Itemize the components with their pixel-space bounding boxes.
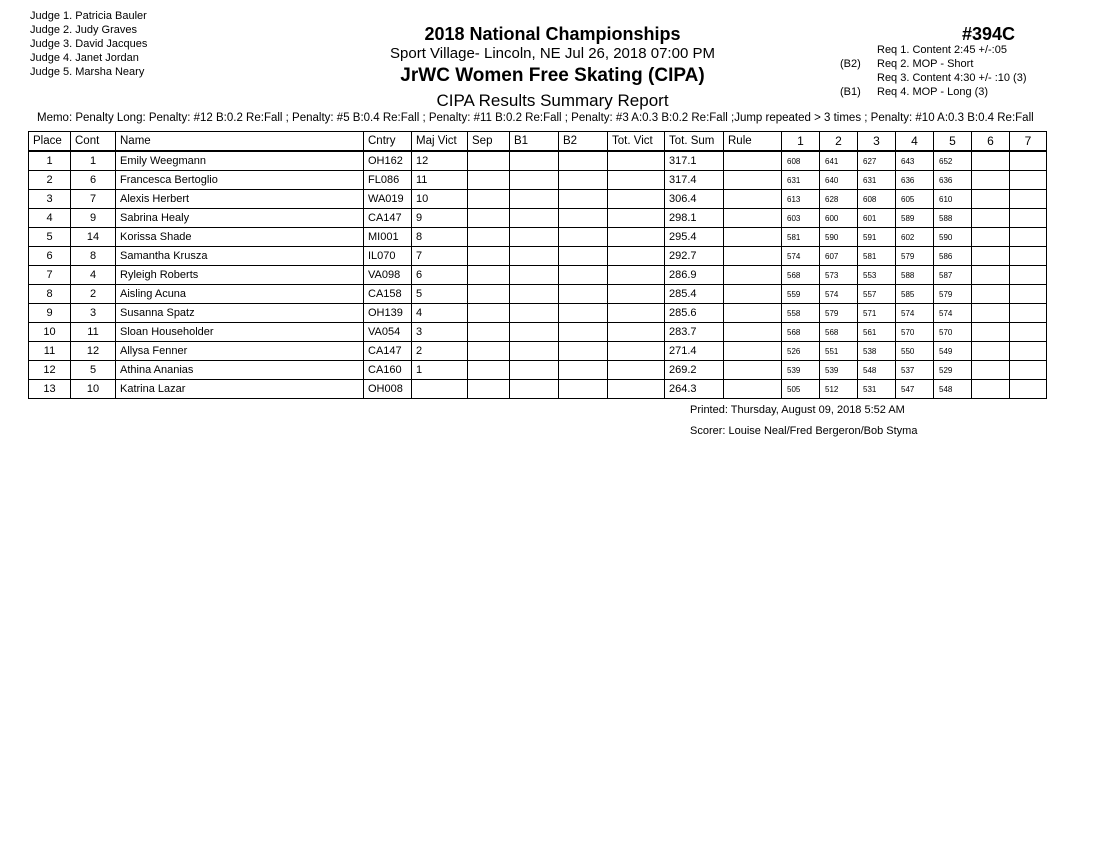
judge-score-cell: 570 <box>934 323 972 342</box>
rule-cell <box>724 247 782 266</box>
b2-cell <box>559 209 608 228</box>
sep-cell <box>468 304 510 323</box>
judge-score-cell: 591 <box>858 228 896 247</box>
judge-score-cell <box>1010 380 1047 399</box>
judge-score-cell: 631 <box>858 171 896 190</box>
judge-score-cell <box>1010 285 1047 304</box>
judge-score-cell <box>972 380 1010 399</box>
country-cell: OH139 <box>364 304 412 323</box>
table-row <box>29 171 1047 190</box>
tot-sum-cell: 317.4 <box>665 171 724 190</box>
rule-cell <box>724 361 782 380</box>
rule-cell <box>724 342 782 361</box>
report-title: CIPA Results Summary Report <box>436 91 669 110</box>
tot-sum-cell: 295.4 <box>665 228 724 247</box>
judge-score-cell <box>972 342 1010 361</box>
country-cell: OH008 <box>364 380 412 399</box>
table-row <box>29 304 1047 323</box>
name-cell: Ryleigh Roberts <box>116 266 364 285</box>
tot-vict-cell <box>608 323 665 342</box>
maj-vict-cell: 3 <box>412 323 468 342</box>
column-header: 2 <box>820 132 858 152</box>
event-title: JrWC Women Free Skating (CIPA) <box>400 65 705 86</box>
cont-cell: 11 <box>71 323 116 342</box>
tot-vict-cell <box>608 228 665 247</box>
b2-cell <box>559 323 608 342</box>
place-cell: 1 <box>29 151 71 171</box>
column-header: Tot. Vict <box>608 132 665 152</box>
column-header: 5 <box>934 132 972 152</box>
sep-cell <box>468 190 510 209</box>
place-cell: 2 <box>29 171 71 190</box>
tot-sum-cell: 306.4 <box>665 190 724 209</box>
judge-score-cell: 529 <box>934 361 972 380</box>
place-cell: 5 <box>29 228 71 247</box>
name-cell: Susanna Spatz <box>116 304 364 323</box>
judge-score-cell <box>1010 171 1047 190</box>
maj-vict-cell: 9 <box>412 209 468 228</box>
b1-cell <box>510 361 559 380</box>
column-header: 7 <box>1010 132 1047 152</box>
place-cell: 8 <box>29 285 71 304</box>
judge-score-cell <box>1010 190 1047 209</box>
column-header: Sep <box>468 132 510 152</box>
tot-vict-cell <box>608 266 665 285</box>
column-header: Maj Vict <box>412 132 468 152</box>
judge-score-cell: 579 <box>934 285 972 304</box>
judge-score-cell: 570 <box>896 323 934 342</box>
judge-score-cell: 608 <box>782 151 820 171</box>
tot-vict-cell <box>608 304 665 323</box>
judge-score-cell: 636 <box>896 171 934 190</box>
tot-vict-cell <box>608 247 665 266</box>
sep-cell <box>468 323 510 342</box>
judge-score-cell: 549 <box>934 342 972 361</box>
tot-vict-cell <box>608 342 665 361</box>
name-cell: Athina Ananias <box>116 361 364 380</box>
judge-score-cell: 512 <box>820 380 858 399</box>
rule-cell <box>724 304 782 323</box>
country-cell: OH162 <box>364 151 412 171</box>
judge-score-cell: 574 <box>934 304 972 323</box>
rule-cell <box>724 209 782 228</box>
judge-score-cell <box>972 151 1010 171</box>
b1-cell <box>510 190 559 209</box>
judge-score-cell <box>972 304 1010 323</box>
name-cell: Katrina Lazar <box>116 380 364 399</box>
judge-score-cell: 636 <box>934 171 972 190</box>
table-row <box>29 342 1047 361</box>
table-row <box>29 151 1047 171</box>
judge-score-cell: 548 <box>858 361 896 380</box>
judge-score-cell: 559 <box>782 285 820 304</box>
tot-sum-cell: 317.1 <box>665 151 724 171</box>
country-cell: FL086 <box>364 171 412 190</box>
tot-vict-cell <box>608 209 665 228</box>
sep-cell <box>468 342 510 361</box>
rule-cell <box>724 285 782 304</box>
tot-sum-cell: 298.1 <box>665 209 724 228</box>
column-header: Rule <box>724 132 782 152</box>
sep-cell <box>468 228 510 247</box>
b1-cell <box>510 304 559 323</box>
b2-cell <box>559 285 608 304</box>
judge-score-cell: 573 <box>820 266 858 285</box>
b2-cell <box>559 380 608 399</box>
place-cell: 7 <box>29 266 71 285</box>
judge-score-cell: 574 <box>896 304 934 323</box>
b1-cell <box>510 151 559 171</box>
tot-vict-cell <box>608 151 665 171</box>
judge-score-cell <box>972 323 1010 342</box>
table-row <box>29 361 1047 380</box>
country-cell: VA054 <box>364 323 412 342</box>
judge-score-cell <box>972 190 1010 209</box>
judge-score-cell: 547 <box>896 380 934 399</box>
judge-score-cell: 553 <box>858 266 896 285</box>
b1-cell <box>510 209 559 228</box>
judge-score-cell: 588 <box>934 209 972 228</box>
sep-cell <box>468 171 510 190</box>
column-header: Cntry <box>364 132 412 152</box>
judge-score-cell: 628 <box>820 190 858 209</box>
judge-score-cell: 557 <box>858 285 896 304</box>
name-cell: Allysa Fenner <box>116 342 364 361</box>
judge-score-cell: 581 <box>858 247 896 266</box>
judge-5: Judge 5. Marsha Neary <box>30 66 145 78</box>
column-header: 1 <box>782 132 820 152</box>
judge-score-cell: 574 <box>820 285 858 304</box>
country-cell: WA019 <box>364 190 412 209</box>
judge-score-cell: 586 <box>934 247 972 266</box>
cont-cell: 1 <box>71 151 116 171</box>
judge-score-cell: 640 <box>820 171 858 190</box>
cont-cell: 2 <box>71 285 116 304</box>
b2-cell <box>559 228 608 247</box>
tot-vict-cell <box>608 380 665 399</box>
place-cell: 10 <box>29 323 71 342</box>
b1-cell <box>510 266 559 285</box>
place-cell: 12 <box>29 361 71 380</box>
maj-vict-cell: 1 <box>412 361 468 380</box>
cont-cell: 6 <box>71 171 116 190</box>
judge-4: Judge 4. Janet Jordan <box>30 52 139 64</box>
tot-sum-cell: 271.4 <box>665 342 724 361</box>
b1-cell <box>510 323 559 342</box>
sep-cell <box>468 266 510 285</box>
maj-vict-cell: 10 <box>412 190 468 209</box>
judge-score-cell: 608 <box>858 190 896 209</box>
judge-score-cell: 538 <box>858 342 896 361</box>
cont-cell: 5 <box>71 361 116 380</box>
column-header: 3 <box>858 132 896 152</box>
column-header: B1 <box>510 132 559 152</box>
tot-vict-cell <box>608 361 665 380</box>
maj-vict-cell: 11 <box>412 171 468 190</box>
b2-cell <box>559 266 608 285</box>
maj-vict-cell: 2 <box>412 342 468 361</box>
scorer: Scorer: Louise Neal/Fred Bergeron/Bob Styma <box>690 425 918 437</box>
name-cell: Francesca Bertoglio <box>116 171 364 190</box>
name-cell: Korissa Shade <box>116 228 364 247</box>
maj-vict-cell: 5 <box>412 285 468 304</box>
judge-score-cell: 627 <box>858 151 896 171</box>
judge-score-cell <box>1010 228 1047 247</box>
tot-sum-cell: 283.7 <box>665 323 724 342</box>
table-row <box>29 247 1047 266</box>
table-row <box>29 266 1047 285</box>
b1-cell <box>510 171 559 190</box>
judge-score-cell <box>1010 209 1047 228</box>
b2-cell <box>559 342 608 361</box>
judge-score-cell: 539 <box>820 361 858 380</box>
place-cell: 3 <box>29 190 71 209</box>
judge-score-cell <box>972 247 1010 266</box>
judge-score-cell: 581 <box>782 228 820 247</box>
judge-score-cell: 561 <box>858 323 896 342</box>
judge-score-cell: 631 <box>782 171 820 190</box>
tot-sum-cell: 286.9 <box>665 266 724 285</box>
judge-score-cell: 539 <box>782 361 820 380</box>
sep-cell <box>468 285 510 304</box>
tot-vict-cell <box>608 190 665 209</box>
country-cell: MI001 <box>364 228 412 247</box>
judge-score-cell <box>1010 361 1047 380</box>
b2-cell <box>559 171 608 190</box>
place-cell: 11 <box>29 342 71 361</box>
country-cell: IL070 <box>364 247 412 266</box>
judge-score-cell: 643 <box>896 151 934 171</box>
judge-score-cell <box>1010 266 1047 285</box>
rule-cell <box>724 323 782 342</box>
judge-score-cell <box>1010 304 1047 323</box>
tot-vict-cell <box>608 285 665 304</box>
judge-score-cell <box>972 285 1010 304</box>
venue-date: Sport Village- Lincoln, NE Jul 26, 2018 07:00 PM <box>390 45 715 62</box>
place-cell: 6 <box>29 247 71 266</box>
cont-cell: 7 <box>71 190 116 209</box>
judge-score-cell: 505 <box>782 380 820 399</box>
country-cell: CA160 <box>364 361 412 380</box>
judge-score-cell: 652 <box>934 151 972 171</box>
judge-score-cell <box>1010 323 1047 342</box>
judge-score-cell: 589 <box>896 209 934 228</box>
judge-score-cell: 590 <box>934 228 972 247</box>
b2-cell <box>559 361 608 380</box>
judge-score-cell <box>972 361 1010 380</box>
cont-cell: 8 <box>71 247 116 266</box>
sep-cell <box>468 209 510 228</box>
b2-cell <box>559 304 608 323</box>
judge-2: Judge 2. Judy Graves <box>30 24 138 36</box>
rule-cell <box>724 190 782 209</box>
judge-score-cell <box>1010 342 1047 361</box>
judge-score-cell: 590 <box>820 228 858 247</box>
tot-vict-cell <box>608 171 665 190</box>
judge-score-cell <box>1010 247 1047 266</box>
judge-score-cell: 568 <box>782 323 820 342</box>
column-header: 6 <box>972 132 1010 152</box>
maj-vict-cell: 4 <box>412 304 468 323</box>
name-cell: Samantha Krusza <box>116 247 364 266</box>
table-row <box>29 228 1047 247</box>
cont-cell: 14 <box>71 228 116 247</box>
judge-score-cell: 587 <box>934 266 972 285</box>
column-header: Cont <box>71 132 116 152</box>
name-cell: Aisling Acuna <box>116 285 364 304</box>
judge-score-cell <box>972 209 1010 228</box>
judge-score-cell: 605 <box>896 190 934 209</box>
place-cell: 9 <box>29 304 71 323</box>
b1-cell <box>510 380 559 399</box>
table-row <box>29 209 1047 228</box>
judge-3: Judge 3. David Jacques <box>30 38 148 50</box>
country-cell: CA147 <box>364 209 412 228</box>
country-cell: CA158 <box>364 285 412 304</box>
rule-cell <box>724 171 782 190</box>
judge-score-cell: 579 <box>896 247 934 266</box>
rule-cell <box>724 266 782 285</box>
cont-cell: 12 <box>71 342 116 361</box>
tot-sum-cell: 264.3 <box>665 380 724 399</box>
memo: Memo: Penalty Long: Penalty: #12 B:0.2 Re:Fall ; Penalty: #5 B:0.4 Re:Fall ; Penalty: #11 B:0.2 Re:Fall ; Penalty: #3 A:0.3 B:0.2 Re:Fall ;Jump repeated > 3 times ; Penalty: #10 A:0.3 B:0.4 Re:Fall <box>37 112 1034 124</box>
judge-score-cell <box>972 266 1010 285</box>
judge-score-cell: 568 <box>782 266 820 285</box>
requirement: Req 1. Content 2:45 +/-:05 <box>877 44 1007 56</box>
requirement: (B2) Req 2. MOP - Short <box>840 58 974 70</box>
judge-score-cell: 550 <box>896 342 934 361</box>
maj-vict-cell: 7 <box>412 247 468 266</box>
maj-vict-cell <box>412 380 468 399</box>
b1-cell <box>510 228 559 247</box>
column-header: B2 <box>559 132 608 152</box>
judge-score-cell: 558 <box>782 304 820 323</box>
judge-score-cell: 613 <box>782 190 820 209</box>
judge-score-cell: 574 <box>782 247 820 266</box>
table-row <box>29 380 1047 399</box>
judge-score-cell: 610 <box>934 190 972 209</box>
judge-1: Judge 1. Patricia Bauler <box>30 10 147 22</box>
column-header: 4 <box>896 132 934 152</box>
judge-score-cell: 603 <box>782 209 820 228</box>
name-cell: Sabrina Healy <box>116 209 364 228</box>
tot-sum-cell: 285.6 <box>665 304 724 323</box>
b1-cell <box>510 247 559 266</box>
table-header <box>29 132 1047 152</box>
b2-cell <box>559 190 608 209</box>
country-cell: VA098 <box>364 266 412 285</box>
name-cell: Emily Weegmann <box>116 151 364 171</box>
tot-sum-cell: 285.4 <box>665 285 724 304</box>
competition-title: 2018 National Championships <box>424 24 681 44</box>
judge-score-cell <box>972 171 1010 190</box>
cont-cell: 4 <box>71 266 116 285</box>
place-cell: 4 <box>29 209 71 228</box>
requirement: Req 3. Content 4:30 +/- :10 (3) <box>877 72 1027 84</box>
b2-cell <box>559 247 608 266</box>
judge-score-cell: 526 <box>782 342 820 361</box>
cont-cell: 3 <box>71 304 116 323</box>
column-header: Place <box>29 132 71 152</box>
column-header: Name <box>116 132 364 152</box>
judge-score-cell: 607 <box>820 247 858 266</box>
table-row <box>29 285 1047 304</box>
requirements-list <box>840 43 1027 99</box>
rule-cell <box>724 380 782 399</box>
printed-date: Printed: Thursday, August 09, 2018 5:52 AM <box>690 404 905 416</box>
sep-cell <box>468 361 510 380</box>
judge-list <box>30 9 147 79</box>
judge-score-cell <box>1010 151 1047 171</box>
maj-vict-cell: 6 <box>412 266 468 285</box>
cont-cell: 10 <box>71 380 116 399</box>
judge-score-cell: 585 <box>896 285 934 304</box>
maj-vict-cell: 12 <box>412 151 468 171</box>
tot-sum-cell: 292.7 <box>665 247 724 266</box>
place-cell: 13 <box>29 380 71 399</box>
judge-score-cell: 600 <box>820 209 858 228</box>
sep-cell <box>468 151 510 171</box>
maj-vict-cell: 8 <box>412 228 468 247</box>
requirement: (B1) Req 4. MOP - Long (3) <box>840 86 989 98</box>
judge-score-cell: 641 <box>820 151 858 171</box>
table-row <box>29 190 1047 209</box>
sep-cell <box>468 247 510 266</box>
country-cell: CA147 <box>364 342 412 361</box>
b1-cell <box>510 342 559 361</box>
name-cell: Sloan Householder <box>116 323 364 342</box>
judge-score-cell: 548 <box>934 380 972 399</box>
b2-cell <box>559 151 608 171</box>
column-header: Tot. Sum <box>665 132 724 152</box>
judge-score-cell: 551 <box>820 342 858 361</box>
judge-score-cell <box>972 228 1010 247</box>
b1-cell <box>510 285 559 304</box>
sep-cell <box>468 380 510 399</box>
judge-score-cell: 568 <box>820 323 858 342</box>
rule-cell <box>724 151 782 171</box>
judge-score-cell: 531 <box>858 380 896 399</box>
judge-score-cell: 571 <box>858 304 896 323</box>
judge-score-cell: 537 <box>896 361 934 380</box>
judge-score-cell: 579 <box>820 304 858 323</box>
tot-sum-cell: 269.2 <box>665 361 724 380</box>
judge-score-cell: 588 <box>896 266 934 285</box>
event-number: #394C <box>962 24 1016 44</box>
rule-cell <box>724 228 782 247</box>
name-cell: Alexis Herbert <box>116 190 364 209</box>
judge-score-cell: 601 <box>858 209 896 228</box>
results-table <box>28 131 1047 399</box>
judge-score-cell: 602 <box>896 228 934 247</box>
table-row <box>29 323 1047 342</box>
cont-cell: 9 <box>71 209 116 228</box>
